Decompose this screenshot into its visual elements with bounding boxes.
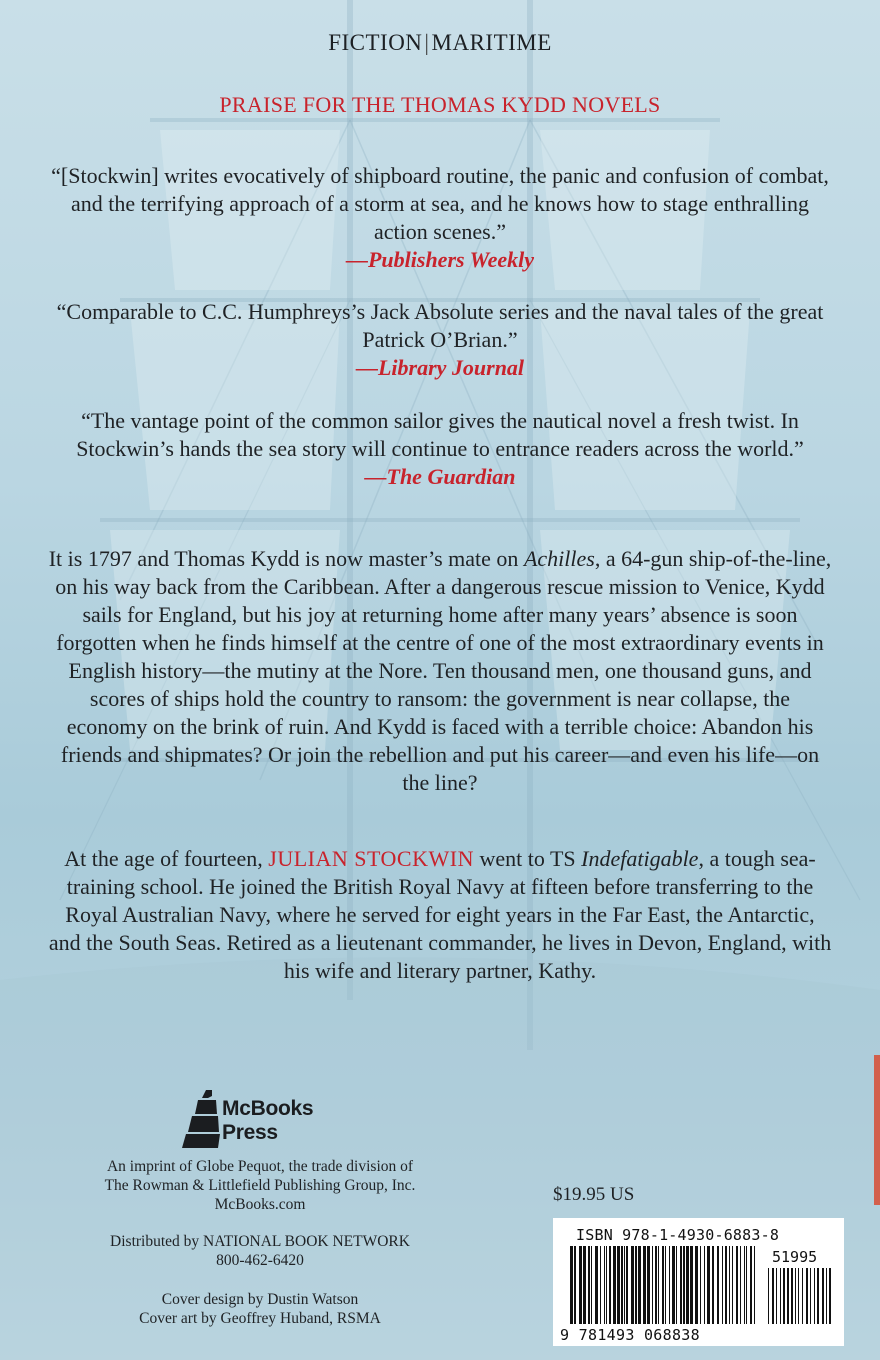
addon-barcode-bar [791, 1268, 793, 1324]
barcode-bar [704, 1246, 705, 1324]
quote-the-guardian [50, 407, 830, 491]
barcode-bar [652, 1246, 653, 1324]
barcode-bar [725, 1246, 727, 1324]
barcode-bar [574, 1246, 576, 1324]
addon-barcode-bar [822, 1268, 824, 1324]
barcode-bar [626, 1246, 628, 1324]
addon-barcode-bar [810, 1268, 811, 1324]
barcode-bar [631, 1246, 634, 1324]
barcode-bar [707, 1246, 710, 1324]
author-name: JULIAN STOCKWIN [268, 846, 474, 871]
barcode-bar [690, 1246, 693, 1324]
barcode-bar [686, 1246, 689, 1324]
cover-credits [80, 1290, 440, 1328]
cover-design-credit: Cover design by Dustin Watson [161, 1291, 359, 1308]
imprint-line: An imprint of Globe Pequot, the trade division of [106, 1158, 414, 1175]
synopsis-text: It is 1797 and Thomas Kydd is now master’s mate on [48, 546, 524, 571]
quote-text: “[Stockwin] writes evocatively of shipboard routine, the panic and confusion of combat, and the terrifying approach of a storm at sea, and he knows how to stage enthralling action scenes.” [51, 163, 829, 244]
addon-barcode-bar [802, 1268, 803, 1324]
imprint-info [80, 1157, 440, 1214]
quote-text: “Comparable to C.C. Humphreys’s Jack Absolute series and the naval tales of the great Patrick O’Brian.” [56, 299, 824, 352]
genre-category [50, 30, 830, 56]
barcode-bar [621, 1246, 623, 1324]
barcode-bar [665, 1246, 666, 1324]
addon-barcode-bar [783, 1268, 785, 1324]
quote-library-journal [50, 298, 830, 382]
barcode-bar [606, 1246, 607, 1324]
barcode-bar [669, 1246, 670, 1324]
addon-barcode-bar [768, 1268, 769, 1324]
addon-barcode-bar [814, 1268, 815, 1324]
price-addon-digits: 51995 [772, 1248, 818, 1266]
barcode-bar [712, 1246, 714, 1324]
barcode-bar [695, 1246, 698, 1324]
addon-barcode-bar [772, 1268, 774, 1324]
barcode-bar [729, 1246, 730, 1324]
addon-barcode-bar [787, 1268, 789, 1324]
barcode-bar [680, 1246, 682, 1324]
barcode-bar [736, 1246, 738, 1324]
barcode-bar [604, 1246, 605, 1324]
bio-text: went to TS [473, 846, 582, 871]
isbn-barcode [570, 1246, 835, 1326]
distributor-info [80, 1232, 440, 1270]
category-fiction: FICTION [328, 30, 423, 55]
edge-color-strip [874, 1055, 880, 1205]
cover-art-credit: Cover art by Geoffrey Huband, RSMA [139, 1310, 381, 1327]
barcode-bar [676, 1246, 677, 1324]
addon-barcode-bar [806, 1268, 808, 1324]
synopsis-paragraph [48, 545, 832, 797]
quote-publishers-weekly [50, 162, 830, 274]
barcode-bar [700, 1246, 701, 1324]
barcode-bar [744, 1246, 745, 1324]
barcode-bar [570, 1246, 573, 1324]
barcode-bar [583, 1246, 586, 1324]
ship-name-achilles: Achilles [523, 546, 595, 571]
barcode-bar [647, 1246, 650, 1324]
barcode-bar [609, 1246, 611, 1324]
addon-barcode-bar [798, 1268, 799, 1324]
barcode-bar [638, 1246, 641, 1324]
author-bio-paragraph [48, 845, 832, 985]
barcode-bar [591, 1246, 592, 1324]
price-label: $19.95 US [553, 1184, 635, 1205]
category-separator: | [424, 30, 430, 55]
isbn-label: ISBN 978-1-4930-6883-8 [576, 1226, 780, 1244]
barcode-bar [746, 1246, 747, 1324]
barcode-bar [750, 1246, 752, 1324]
barcode-bar [658, 1246, 659, 1324]
addon-barcode-bar [795, 1268, 796, 1324]
barcode-bar [579, 1246, 582, 1324]
barcode-bar [662, 1246, 664, 1324]
barcode-bar [600, 1246, 601, 1324]
barcode-bar [655, 1246, 657, 1324]
addon-barcode-bar [826, 1268, 827, 1324]
bio-text: , a tough sea-training school. He joined the British Royal Navy at fifteen before transferring to the Royal Australian Navy, where he served for eight years in the Far East, the Antarctic, and the South Seas. Retired as a lieutenant commander, he lives in Devon, England, with his wife and literary partner, Kathy. [48, 846, 832, 983]
addon-barcode-bar [776, 1268, 777, 1324]
publisher-website: McBooks.com [214, 1196, 306, 1213]
praise-heading: PRAISE FOR THE THOMAS KYDD NOVELS [219, 92, 661, 117]
publisher-logo-text [222, 1097, 313, 1145]
addon-barcode-bar [780, 1268, 781, 1324]
barcode-bar [732, 1246, 733, 1324]
synopsis-text: , a 64-gun ship-of-the-line, on his way back from the Caribbean. After a dangerous rescue mission to Venice, Kydd sails for England, but his joy at returning home after many years’ absence is soon forgotten when he finds himself at the centre of one of the most extraordinary events in English history—the mutiny at the Nore. Ten thousand men, one thousand guns, and scores of ships hold the country to ransom: the government is near collapse, the economy on the brink of ruin. And Kydd is faced with a terrible choice: Abandon his friends and shipmates? Or join the rebellion and put his career—and even his life—on the line? [55, 546, 832, 795]
addon-barcode-bar [829, 1268, 831, 1324]
barcode-bar [635, 1246, 637, 1324]
barcode-bar [613, 1246, 616, 1324]
category-maritime: MARITIME [431, 30, 552, 55]
barcode-bar [722, 1246, 723, 1324]
barcode-bar [754, 1246, 755, 1324]
quote-text: “The vantage point of the common sailor gives the nautical novel a fresh twist. In Stockwin’s hands the sea story will continue to entrance readers across the world.” [76, 408, 804, 461]
distributor-line: Distributed by NATIONAL BOOK NETWORK [110, 1233, 410, 1250]
distributor-phone: 800-462-6420 [216, 1252, 304, 1269]
quote-attribution: —The Guardian [364, 464, 516, 489]
logo-line-press: Press [222, 1121, 278, 1144]
barcode-bar [617, 1246, 620, 1324]
barcode-bar [588, 1246, 590, 1324]
barcode-bar [717, 1246, 719, 1324]
imprint-line: The Rowman & Littlefield Publishing Group, Inc. [104, 1177, 416, 1194]
bio-text: At the age of fourteen, [64, 846, 269, 871]
barcode-bar [740, 1246, 741, 1324]
logo-line-mcbooks: McBooks [222, 1097, 314, 1120]
ean-digits: 9 781493 068838 [560, 1326, 700, 1344]
ship-name-indefatigable: Indefatigable [581, 846, 699, 871]
quote-attribution: —Publishers Weekly [345, 247, 535, 272]
barcode-bar [595, 1246, 598, 1324]
addon-barcode-bar [817, 1268, 819, 1324]
barcode-bar [683, 1246, 685, 1324]
barcode-bar [624, 1246, 625, 1324]
barcode-bar [672, 1246, 675, 1324]
quote-attribution: —Library Journal [355, 355, 525, 380]
barcode-bar [643, 1246, 646, 1324]
